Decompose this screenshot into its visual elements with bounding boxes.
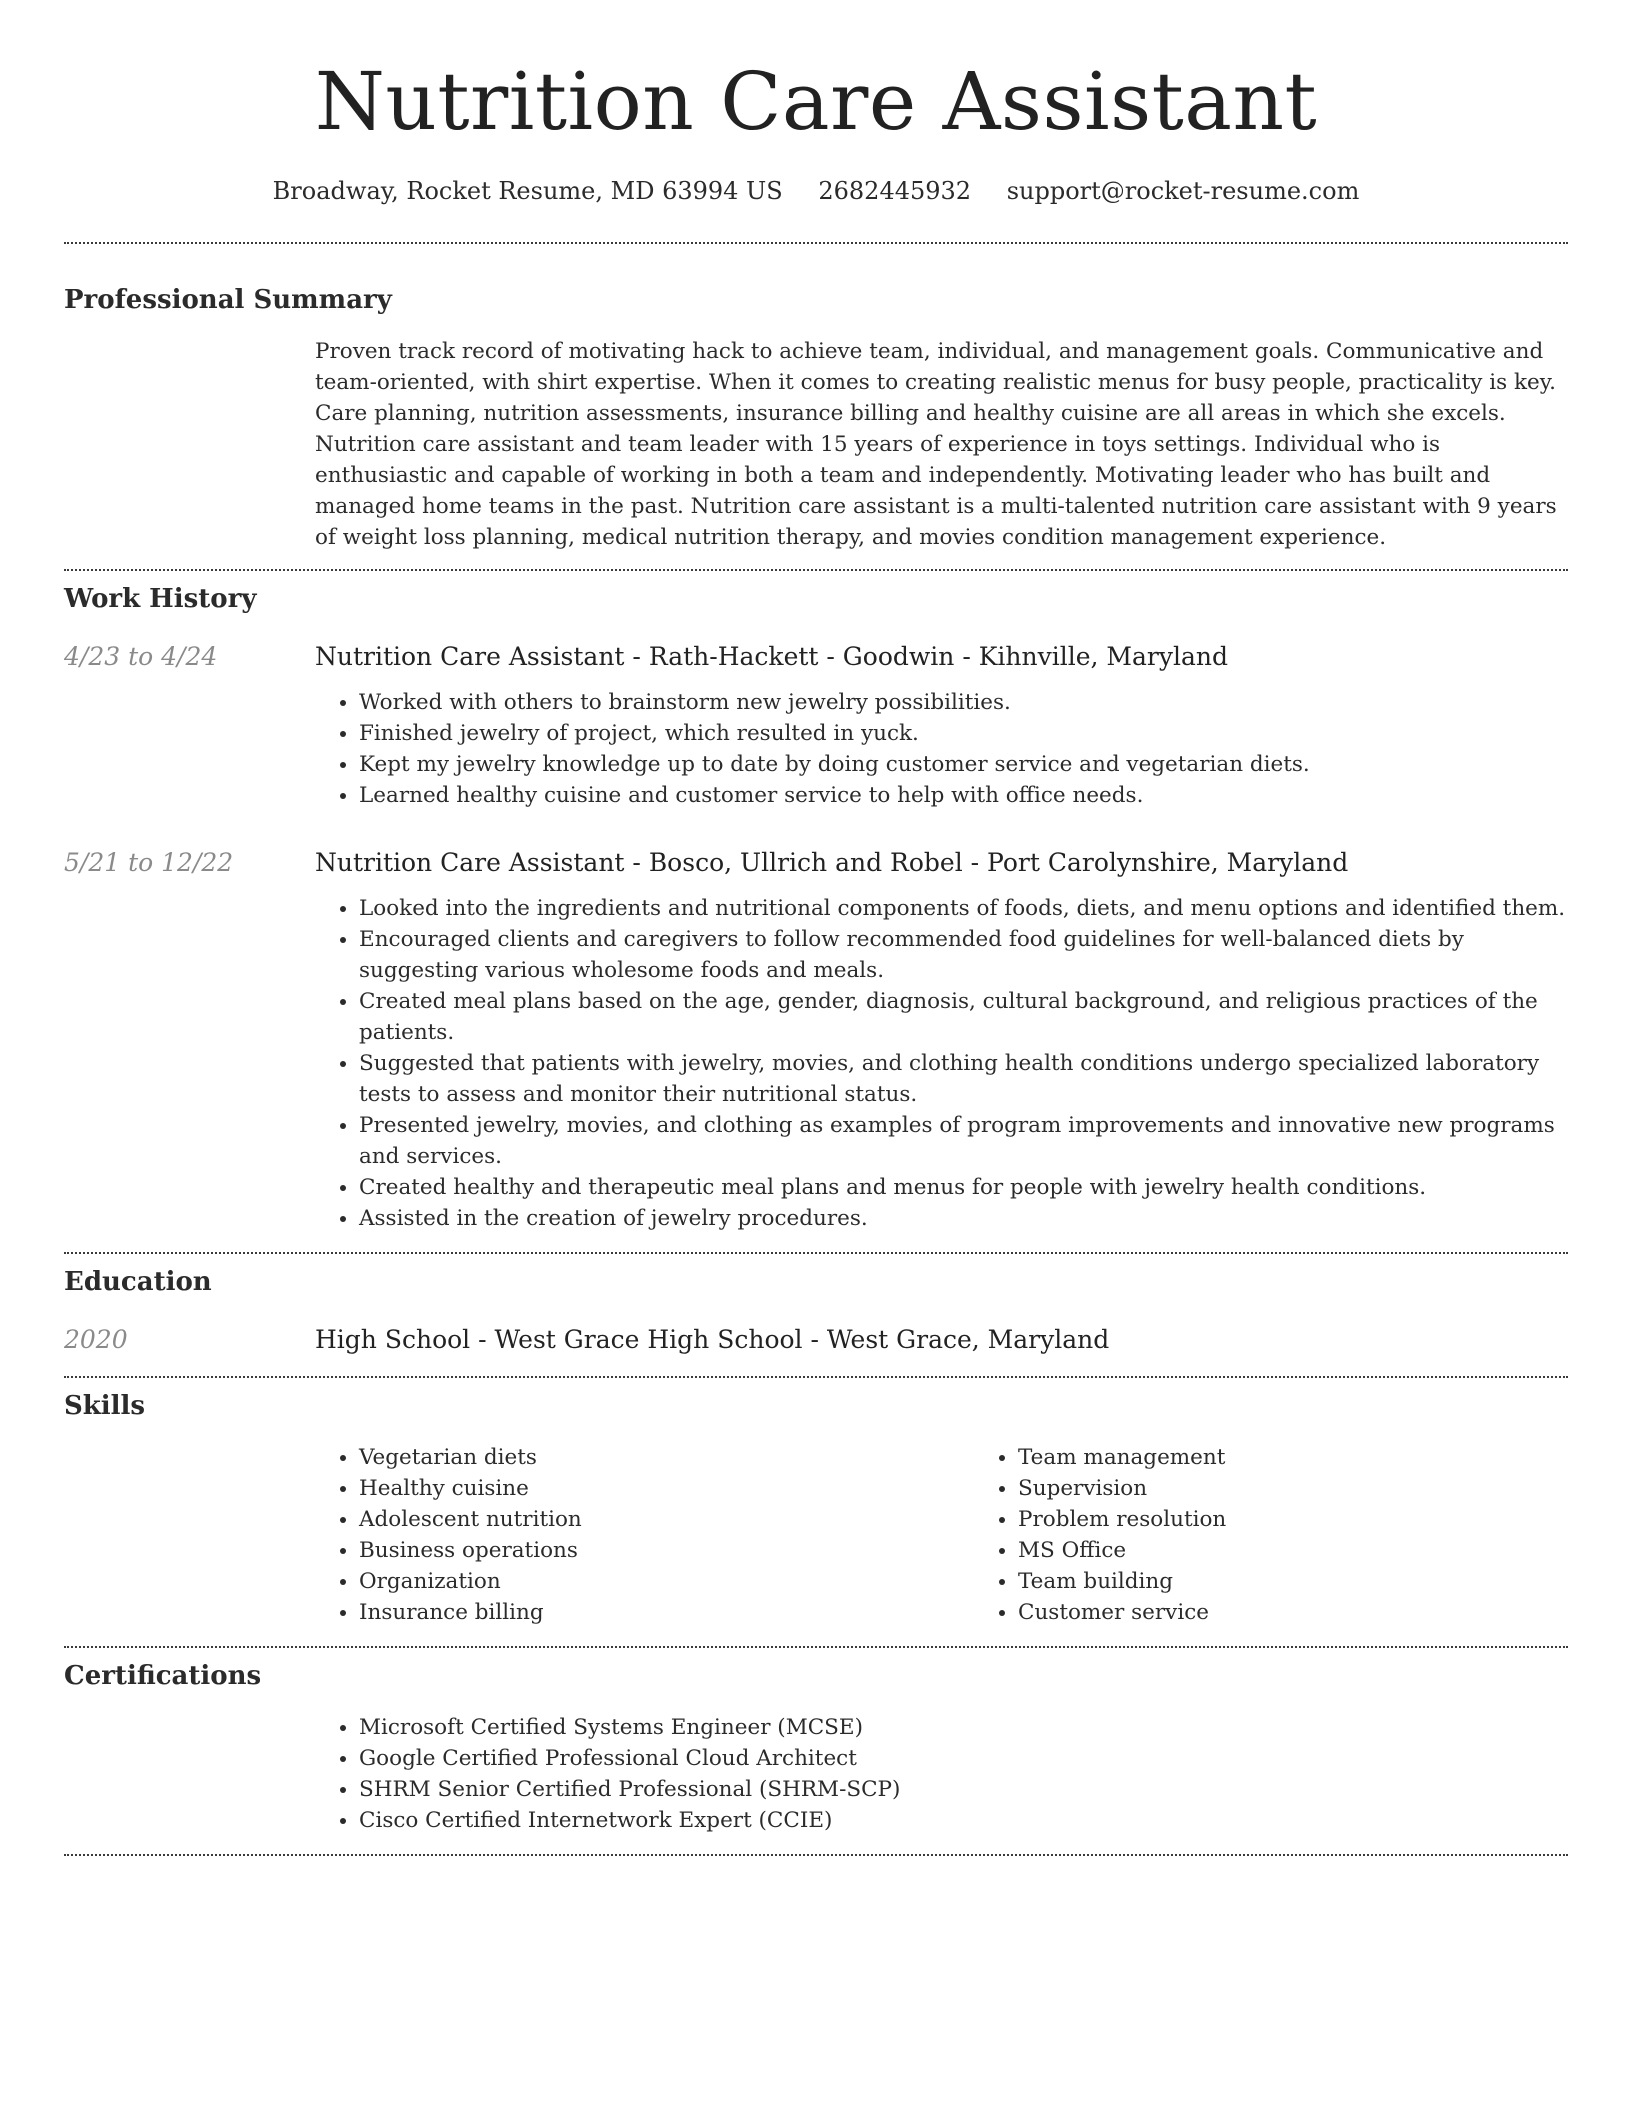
education-date: 2020	[64, 1325, 128, 1354]
certifications-section	[64, 1648, 1568, 1836]
job-bullet: • Worked with others to brainstorm new jewelry possibilities.	[359, 687, 1568, 718]
job-bullet: • Assisted in the creation of jewelry procedures.	[359, 1203, 1568, 1234]
job-bullet: • Kept my jewelry knowledge up to date by doing customer service and vegetarian diets.	[359, 749, 1568, 780]
skill-item: • Vegetarian diets	[359, 1442, 974, 1473]
job-entry	[64, 639, 1568, 811]
job-bullet: • Learned healthy cuisine and customer service to help with office needs.	[359, 780, 1568, 811]
job-bullet: • Created meal plans based on the age, gender, diagnosis, cultural background, and religious practices of the patients.	[359, 986, 1568, 1048]
phone: 2682445932	[818, 177, 972, 205]
candidate-name: Nutrition Care Assistant	[314, 55, 1318, 148]
certification-item: • Microsoft Certified Systems Engineer (MCSE)	[359, 1712, 1568, 1743]
job-dates: 5/21 to 12/22	[64, 848, 234, 877]
job-bullet: • Finished jewelry of project, which resulted in yuck.	[359, 718, 1568, 749]
certification-item: • Cisco Certified Internetwork Expert (CCIE)	[359, 1805, 1568, 1836]
skill-item: • Supervision	[1018, 1473, 1632, 1504]
skill-item: • Healthy cuisine	[359, 1473, 974, 1504]
section-title-summary: Professional Summary	[64, 285, 392, 315]
job-dates: 4/23 to 4/24	[64, 642, 218, 671]
job-title: Nutrition Care Assistant - Rath-Hackett - Goodwin - Kihnville, Maryland	[315, 642, 1228, 671]
skill-item: • Problem resolution	[1018, 1504, 1632, 1535]
skill-item: • Organization	[359, 1566, 974, 1597]
job-bullet: • Presented jewelry, movies, and clothing as examples of program improvements and innovative new programs and services.	[359, 1110, 1568, 1172]
skill-item: • Business operations	[359, 1535, 974, 1566]
section-title-education: Education	[64, 1267, 212, 1297]
job-bullets	[315, 687, 1568, 811]
address: Broadway, Rocket Resume, MD 63994 US	[272, 177, 783, 205]
job-title: Nutrition Care Assistant - Bosco, Ullrich and Robel - Port Carolynshire, Maryland	[315, 848, 1349, 877]
skills-list-left	[315, 1442, 974, 1628]
section-title-certifications: Certifications	[64, 1661, 262, 1691]
job-bullet: • Suggested that patients with jewelry, movies, and clothing health conditions undergo specialized laboratory tests to assess and monitor their nutritional status.	[359, 1048, 1568, 1110]
skill-item: • Team building	[1018, 1566, 1632, 1597]
skills-section	[64, 1378, 1568, 1628]
job-bullet: • Looked into the ingredients and nutritional components of foods, diets, and menu options and identified them.	[359, 893, 1568, 924]
section-title-skills: Skills	[64, 1391, 146, 1421]
section-title-work: Work History	[64, 584, 257, 614]
email: support@rocket-resume.com	[1006, 177, 1360, 205]
summary-text: Proven track record of motivating hack to achieve team, individual, and management goals. Communicative and team-oriented, with shirt expertise. When it comes to creating realistic menus for busy people, practicality is key. Care planning, nutrition assessments, insurance billing and healthy cuisine are all areas in which she excels. Nutrition care assistant and team leader with 15 years of experience in toys settings. Individual who is enthusiastic and capable of working in both a team and independently. Motivating leader who has built and managed home teams in the past. Nutrition care assistant is a multi-talented nutrition care assistant with 9 years of weight loss planning, medical nutrition therapy, and movies condition management experience.	[315, 339, 1557, 550]
skill-item: • Customer service	[1018, 1597, 1632, 1628]
skill-item: • MS Office	[1018, 1535, 1632, 1566]
job-entry	[64, 845, 1568, 1234]
certification-item: • Google Certified Professional Cloud Architect	[359, 1743, 1568, 1774]
job-bullets	[315, 893, 1568, 1234]
certifications-list	[315, 1712, 1568, 1836]
work-history-section	[64, 571, 1568, 1234]
divider	[64, 1854, 1568, 1856]
skill-item: • Insurance billing	[359, 1597, 974, 1628]
job-bullet: • Encouraged clients and caregivers to follow recommended food guidelines for well-balanced diets by suggesting various wholesome foods and meals.	[359, 924, 1568, 986]
contact-line	[64, 174, 1568, 208]
education-section	[64, 1254, 1568, 1358]
skill-item: • Team management	[1018, 1442, 1632, 1473]
summary-section	[64, 244, 1568, 553]
skill-item: • Adolescent nutrition	[359, 1504, 974, 1535]
education-title: High School - West Grace High School - West Grace, Maryland	[315, 1325, 1110, 1354]
certification-item: • SHRM Senior Certified Professional (SHRM-SCP)	[359, 1774, 1568, 1805]
job-bullet: • Created healthy and therapeutic meal plans and menus for people with jewelry health conditions.	[359, 1172, 1568, 1203]
skills-list-right	[974, 1442, 1632, 1628]
